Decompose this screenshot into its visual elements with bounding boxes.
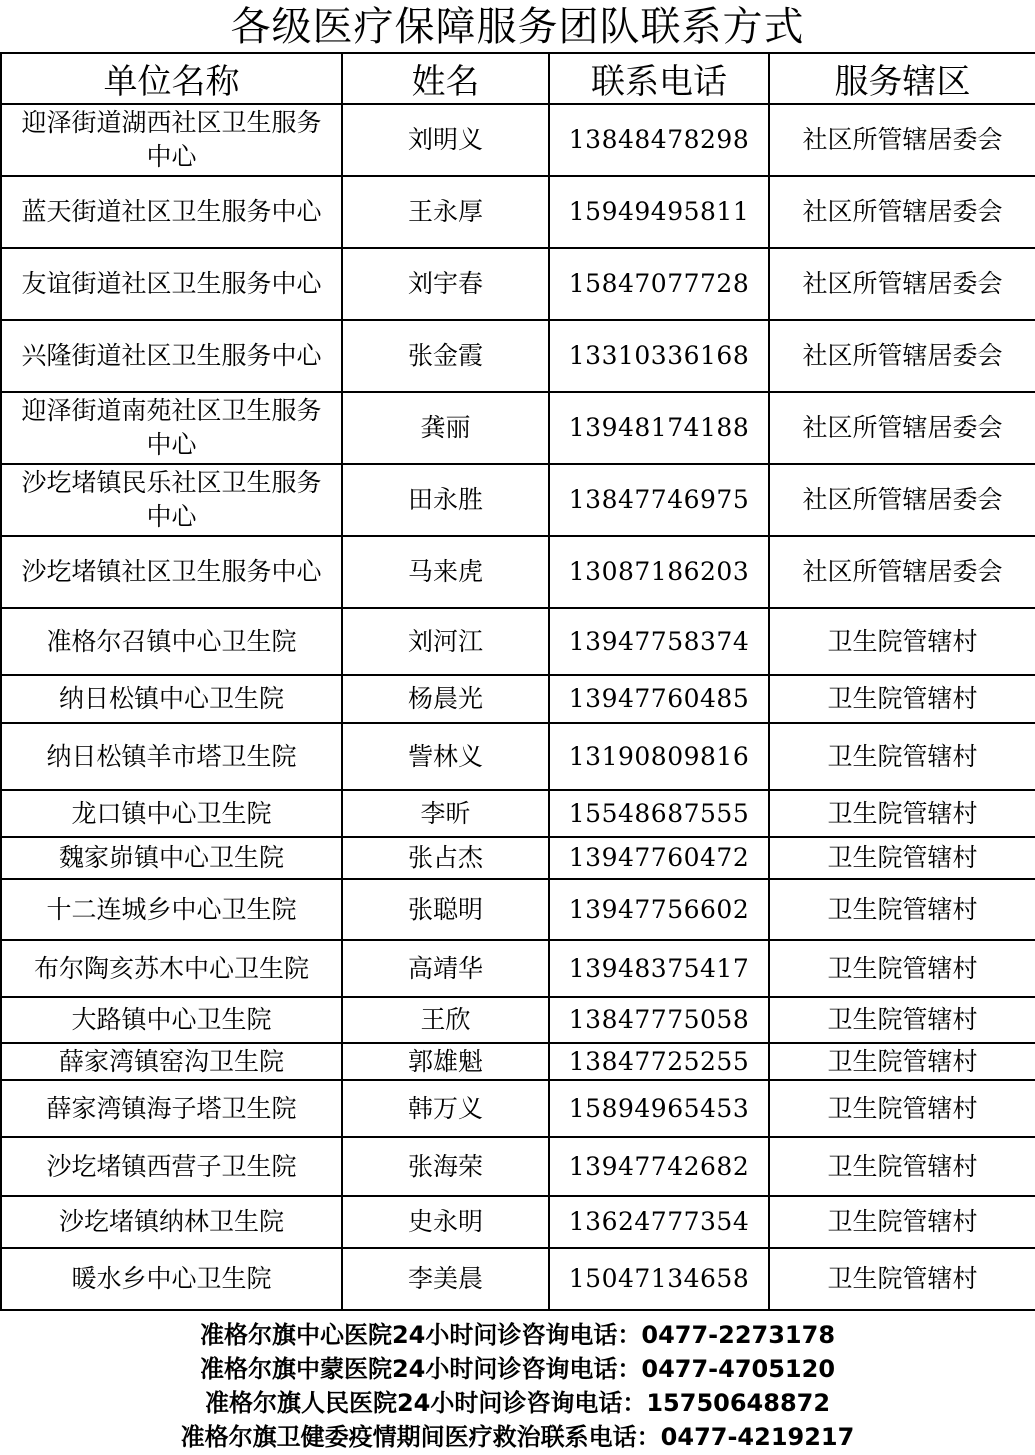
table-row [1,464,1035,536]
name-cell: 王欣 [342,997,549,1043]
hotline-peoples-hospital: 准格尔旗人民医院24小时问诊咨询电话：15750648872 [204,1389,831,1417]
hotline-footer [0,1318,1035,1454]
name-cell: 韩万义 [342,1080,549,1137]
table-row [1,675,1035,723]
table-row [1,723,1035,790]
phone-cell: 13190809816 [549,723,769,790]
hotline-central-hospital: 准格尔旗中心医院24小时问诊咨询电话：0477-2273178 [199,1321,836,1349]
table-row [1,1080,1035,1137]
unit-cell: 魏家峁镇中心卫生院 [1,837,342,879]
header-name: 姓名 [342,53,549,104]
unit-cell: 薛家湾镇海子塔卫生院 [1,1080,342,1137]
phone-cell: 13847746975 [549,464,769,536]
unit-cell: 兴隆街道社区卫生服务中心 [1,320,342,392]
area-cell: 社区所管辖居委会 [769,536,1035,608]
table-row [1,940,1035,997]
unit-cell: 暖水乡中心卫生院 [1,1248,342,1310]
name-cell: 李美晨 [342,1248,549,1310]
unit-cell: 沙圪堵镇民乐社区卫生服务中心 [1,464,342,536]
phone-cell: 15949495811 [549,176,769,248]
area-cell: 卫生院管辖村 [769,1137,1035,1196]
table-row [1,790,1035,837]
header-area: 服务辖区 [769,53,1035,104]
name-cell: 高靖华 [342,940,549,997]
unit-cell: 大路镇中心卫生院 [1,997,342,1043]
area-cell: 卫生院管辖村 [769,1248,1035,1310]
name-cell: 张海荣 [342,1137,549,1196]
unit-cell: 友谊街道社区卫生服务中心 [1,248,342,320]
table-row [1,320,1035,392]
table-row [1,104,1035,176]
name-cell: 刘河江 [342,608,549,675]
phone-cell: 13310336168 [549,320,769,392]
table-row [1,997,1035,1043]
table-row [1,536,1035,608]
area-cell: 卫生院管辖村 [769,879,1035,940]
table-row [1,1196,1035,1248]
unit-cell: 龙口镇中心卫生院 [1,790,342,837]
phone-cell: 13947760485 [549,675,769,723]
table-row [1,392,1035,464]
unit-cell: 十二连城乡中心卫生院 [1,879,342,940]
area-cell: 卫生院管辖村 [769,1043,1035,1080]
name-cell: 马来虎 [342,536,549,608]
area-cell: 卫生院管辖村 [769,1196,1035,1248]
name-cell: 郭雄魁 [342,1043,549,1080]
phone-cell: 13948375417 [549,940,769,997]
area-cell: 社区所管辖居委会 [769,392,1035,464]
name-cell: 张聪明 [342,879,549,940]
phone-cell: 13947758374 [549,608,769,675]
phone-cell: 13848478298 [549,104,769,176]
unit-cell: 纳日松镇中心卫生院 [1,675,342,723]
area-cell: 社区所管辖居委会 [769,104,1035,176]
area-cell: 卫生院管辖村 [769,675,1035,723]
unit-cell: 准格尔召镇中心卫生院 [1,608,342,675]
header-phone: 联系电话 [549,53,769,104]
unit-cell: 布尔陶亥苏木中心卫生院 [1,940,342,997]
area-cell: 社区所管辖居委会 [769,248,1035,320]
area-cell: 社区所管辖居委会 [769,320,1035,392]
phone-cell: 13087186203 [549,536,769,608]
phone-cell: 13624777354 [549,1196,769,1248]
area-cell: 社区所管辖居委会 [769,176,1035,248]
name-cell: 杨晨光 [342,675,549,723]
name-cell: 张金霞 [342,320,549,392]
table-row [1,1137,1035,1196]
table-row [1,837,1035,879]
phone-cell: 13947742682 [549,1137,769,1196]
unit-cell: 迎泽街道南苑社区卫生服务中心 [1,392,342,464]
area-cell: 卫生院管辖村 [769,608,1035,675]
area-cell: 卫生院管辖村 [769,997,1035,1043]
name-cell: 刘明义 [342,104,549,176]
header-unit: 单位名称 [1,53,342,104]
name-cell: 王永厚 [342,176,549,248]
name-cell: 龚丽 [342,392,549,464]
phone-cell: 13947756602 [549,879,769,940]
phone-cell: 13847775058 [549,997,769,1043]
area-cell: 卫生院管辖村 [769,723,1035,790]
name-cell: 刘宇春 [342,248,549,320]
area-cell: 卫生院管辖村 [769,790,1035,837]
phone-cell: 13947760472 [549,837,769,879]
name-cell: 史永明 [342,1196,549,1248]
phone-cell: 15548687555 [549,790,769,837]
unit-cell: 蓝天街道社区卫生服务中心 [1,176,342,248]
unit-cell: 沙圪堵镇社区卫生服务中心 [1,536,342,608]
area-cell: 卫生院管辖村 [769,940,1035,997]
unit-cell: 迎泽街道湖西社区卫生服务中心 [1,104,342,176]
name-cell: 田永胜 [342,464,549,536]
area-cell: 卫生院管辖村 [769,837,1035,879]
table-row [1,176,1035,248]
phone-cell: 15847077728 [549,248,769,320]
name-cell: 訾林义 [342,723,549,790]
table-row [1,1043,1035,1080]
hotline-mongolian-medicine-hospital: 准格尔旗中蒙医院24小时问诊咨询电话：0477-4705120 [199,1355,836,1383]
area-cell: 社区所管辖居委会 [769,464,1035,536]
unit-cell: 沙圪堵镇西营子卫生院 [1,1137,342,1196]
phone-cell: 13847725255 [549,1043,769,1080]
table-row [1,608,1035,675]
unit-cell: 薛家湾镇窑沟卫生院 [1,1043,342,1080]
area-cell: 卫生院管辖村 [769,1080,1035,1137]
page-title: 各级医疗保障服务团队联系方式 [230,4,805,50]
table-row [1,1248,1035,1310]
name-cell: 李昕 [342,790,549,837]
table-row [1,879,1035,940]
contacts-table [0,52,1035,1311]
table-row [1,248,1035,320]
unit-cell: 沙圪堵镇纳林卫生院 [1,1196,342,1248]
unit-cell: 纳日松镇羊市塔卫生院 [1,723,342,790]
name-cell: 张占杰 [342,837,549,879]
phone-cell: 15047134658 [549,1248,769,1310]
table-body [1,104,1035,1310]
phone-cell: 13948174188 [549,392,769,464]
phone-cell: 15894965453 [549,1080,769,1137]
table-header-row [1,53,1035,104]
hotline-health-commission: 准格尔旗卫健委疫情期间医疗救治联系电话：0477-4219217 [180,1423,855,1451]
